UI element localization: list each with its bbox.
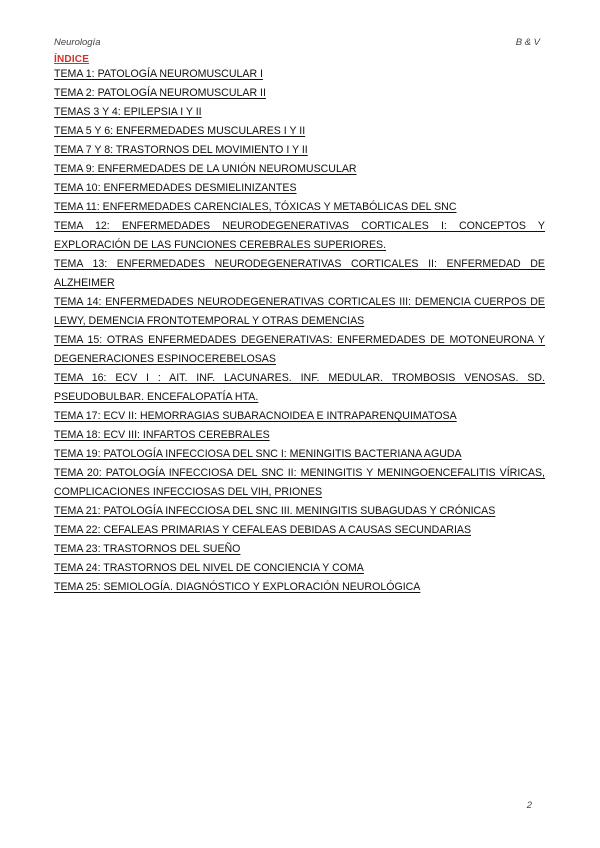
header-subject: Neurología: [54, 37, 101, 48]
page-number: 2: [526, 800, 532, 811]
toc-item-tema-2[interactable]: TEMA 2: PATOLOGÍA NEUROMUSCULAR II: [54, 87, 266, 99]
toc-item-tema-25[interactable]: TEMA 25: SEMIOLOGÍA. DIAGNÓSTICO Y EXPLORACIÓN NEUROLÓGICA: [54, 581, 421, 593]
toc-item-tema-11[interactable]: TEMA 11: ENFERMEDADES CARENCIALES, TÓXICAS Y METABÓLICAS DEL SNC: [54, 201, 457, 213]
header-authors: B & V: [515, 37, 540, 48]
toc-item-tema-13[interactable]: TEMA 13: ENFERMEDADES NEURODEGENERATIVAS CORTICALES II: ENFERMEDAD DE ALZHEIMER: [54, 258, 545, 289]
toc-item-tema-16[interactable]: TEMA 16: ECV I : AIT. INF. LACUNARES. INF. MEDULAR. TROMBOSIS VENOSAS. SD. PSEUDOBULBAR. ENCEFALOPATÍA HTA.: [54, 372, 545, 403]
table-of-contents: [54, 65, 545, 597]
toc-item-tema-21[interactable]: TEMA 21: PATOLOGÍA INFECCIOSA DEL SNC III. MENINGITIS SUBAGUDAS Y CRÓNICAS: [54, 505, 496, 517]
toc-item-tema-5-6[interactable]: TEMA 5 Y 6: ENFERMEDADES MUSCULARES I Y II: [54, 125, 306, 137]
toc-item-tema-20[interactable]: TEMA 20: PATOLOGÍA INFECCIOSA DEL SNC II: MENINGITIS Y MENINGOENCEFALITIS VÍRICAS, COMPLICACIONES INFECCIOSAS DEL VIH, PRIONES: [54, 467, 545, 498]
page-header: [54, 37, 546, 51]
toc-item-tema-12[interactable]: TEMA 12: ENFERMEDADES NEURODEGENERATIVAS CORTICALES I: CONCEPTOS Y EXPLORACIÓN DE LAS FUNCIONES CEREBRALES SUPERIORES.: [54, 220, 545, 251]
toc-item-tema-7-8[interactable]: TEMA 7 Y 8: TRASTORNOS DEL MOVIMIENTO I Y II: [54, 144, 308, 156]
toc-item-tema-15[interactable]: TEMA 15: OTRAS ENFERMEDADES DEGENERATIVAS: ENFERMEDADES DE MOTONEURONA Y DEGENERACIONES ESPINOCEREBELOSAS: [54, 334, 545, 365]
toc-item-tema-23[interactable]: TEMA 23: TRASTORNOS DEL SUEÑO: [54, 543, 241, 555]
toc-item-tema-14[interactable]: TEMA 14: ENFERMEDADES NEURODEGENERATIVAS CORTICALES III: DEMENCIA CUERPOS DE LEWY, DEMENCIA FRONTOTEMPORAL Y OTRAS DEMENCIAS: [54, 296, 545, 327]
toc-item-tema-24[interactable]: TEMA 24: TRASTORNOS DEL NIVEL DE CONCIENCIA Y COMA: [54, 562, 364, 574]
toc-item-tema-18[interactable]: TEMA 18: ECV III: INFARTOS CEREBRALES: [54, 429, 270, 441]
toc-item-tema-10[interactable]: TEMA 10: ENFERMEDADES DESMIELINIZANTES: [54, 182, 297, 194]
toc-item-tema-1[interactable]: TEMA 1: PATOLOGÍA NEUROMUSCULAR I: [54, 68, 263, 80]
toc-item-tema-17[interactable]: TEMA 17: ECV II: HEMORRAGIAS SUBARACNOIDEA E INTRAPARENQUIMATOSA: [54, 410, 457, 422]
toc-item-tema-9[interactable]: TEMA 9: ENFERMEDADES DE LA UNIÓN NEUROMUSCULAR: [54, 163, 357, 175]
toc-item-tema-22[interactable]: TEMA 22: CEFALEAS PRIMARIAS Y CEFALEAS DEBIDAS A CAUSAS SECUNDARIAS: [54, 524, 472, 536]
index-title: ÍNDICE: [54, 54, 90, 65]
toc-item-tema-19[interactable]: TEMA 19: PATOLOGÍA INFECCIOSA DEL SNC I: MENINGITIS BACTERIANA AGUDA: [54, 448, 462, 460]
toc-item-temas-3-4[interactable]: TEMAS 3 Y 4: EPILEPSIA I Y II: [54, 106, 202, 118]
